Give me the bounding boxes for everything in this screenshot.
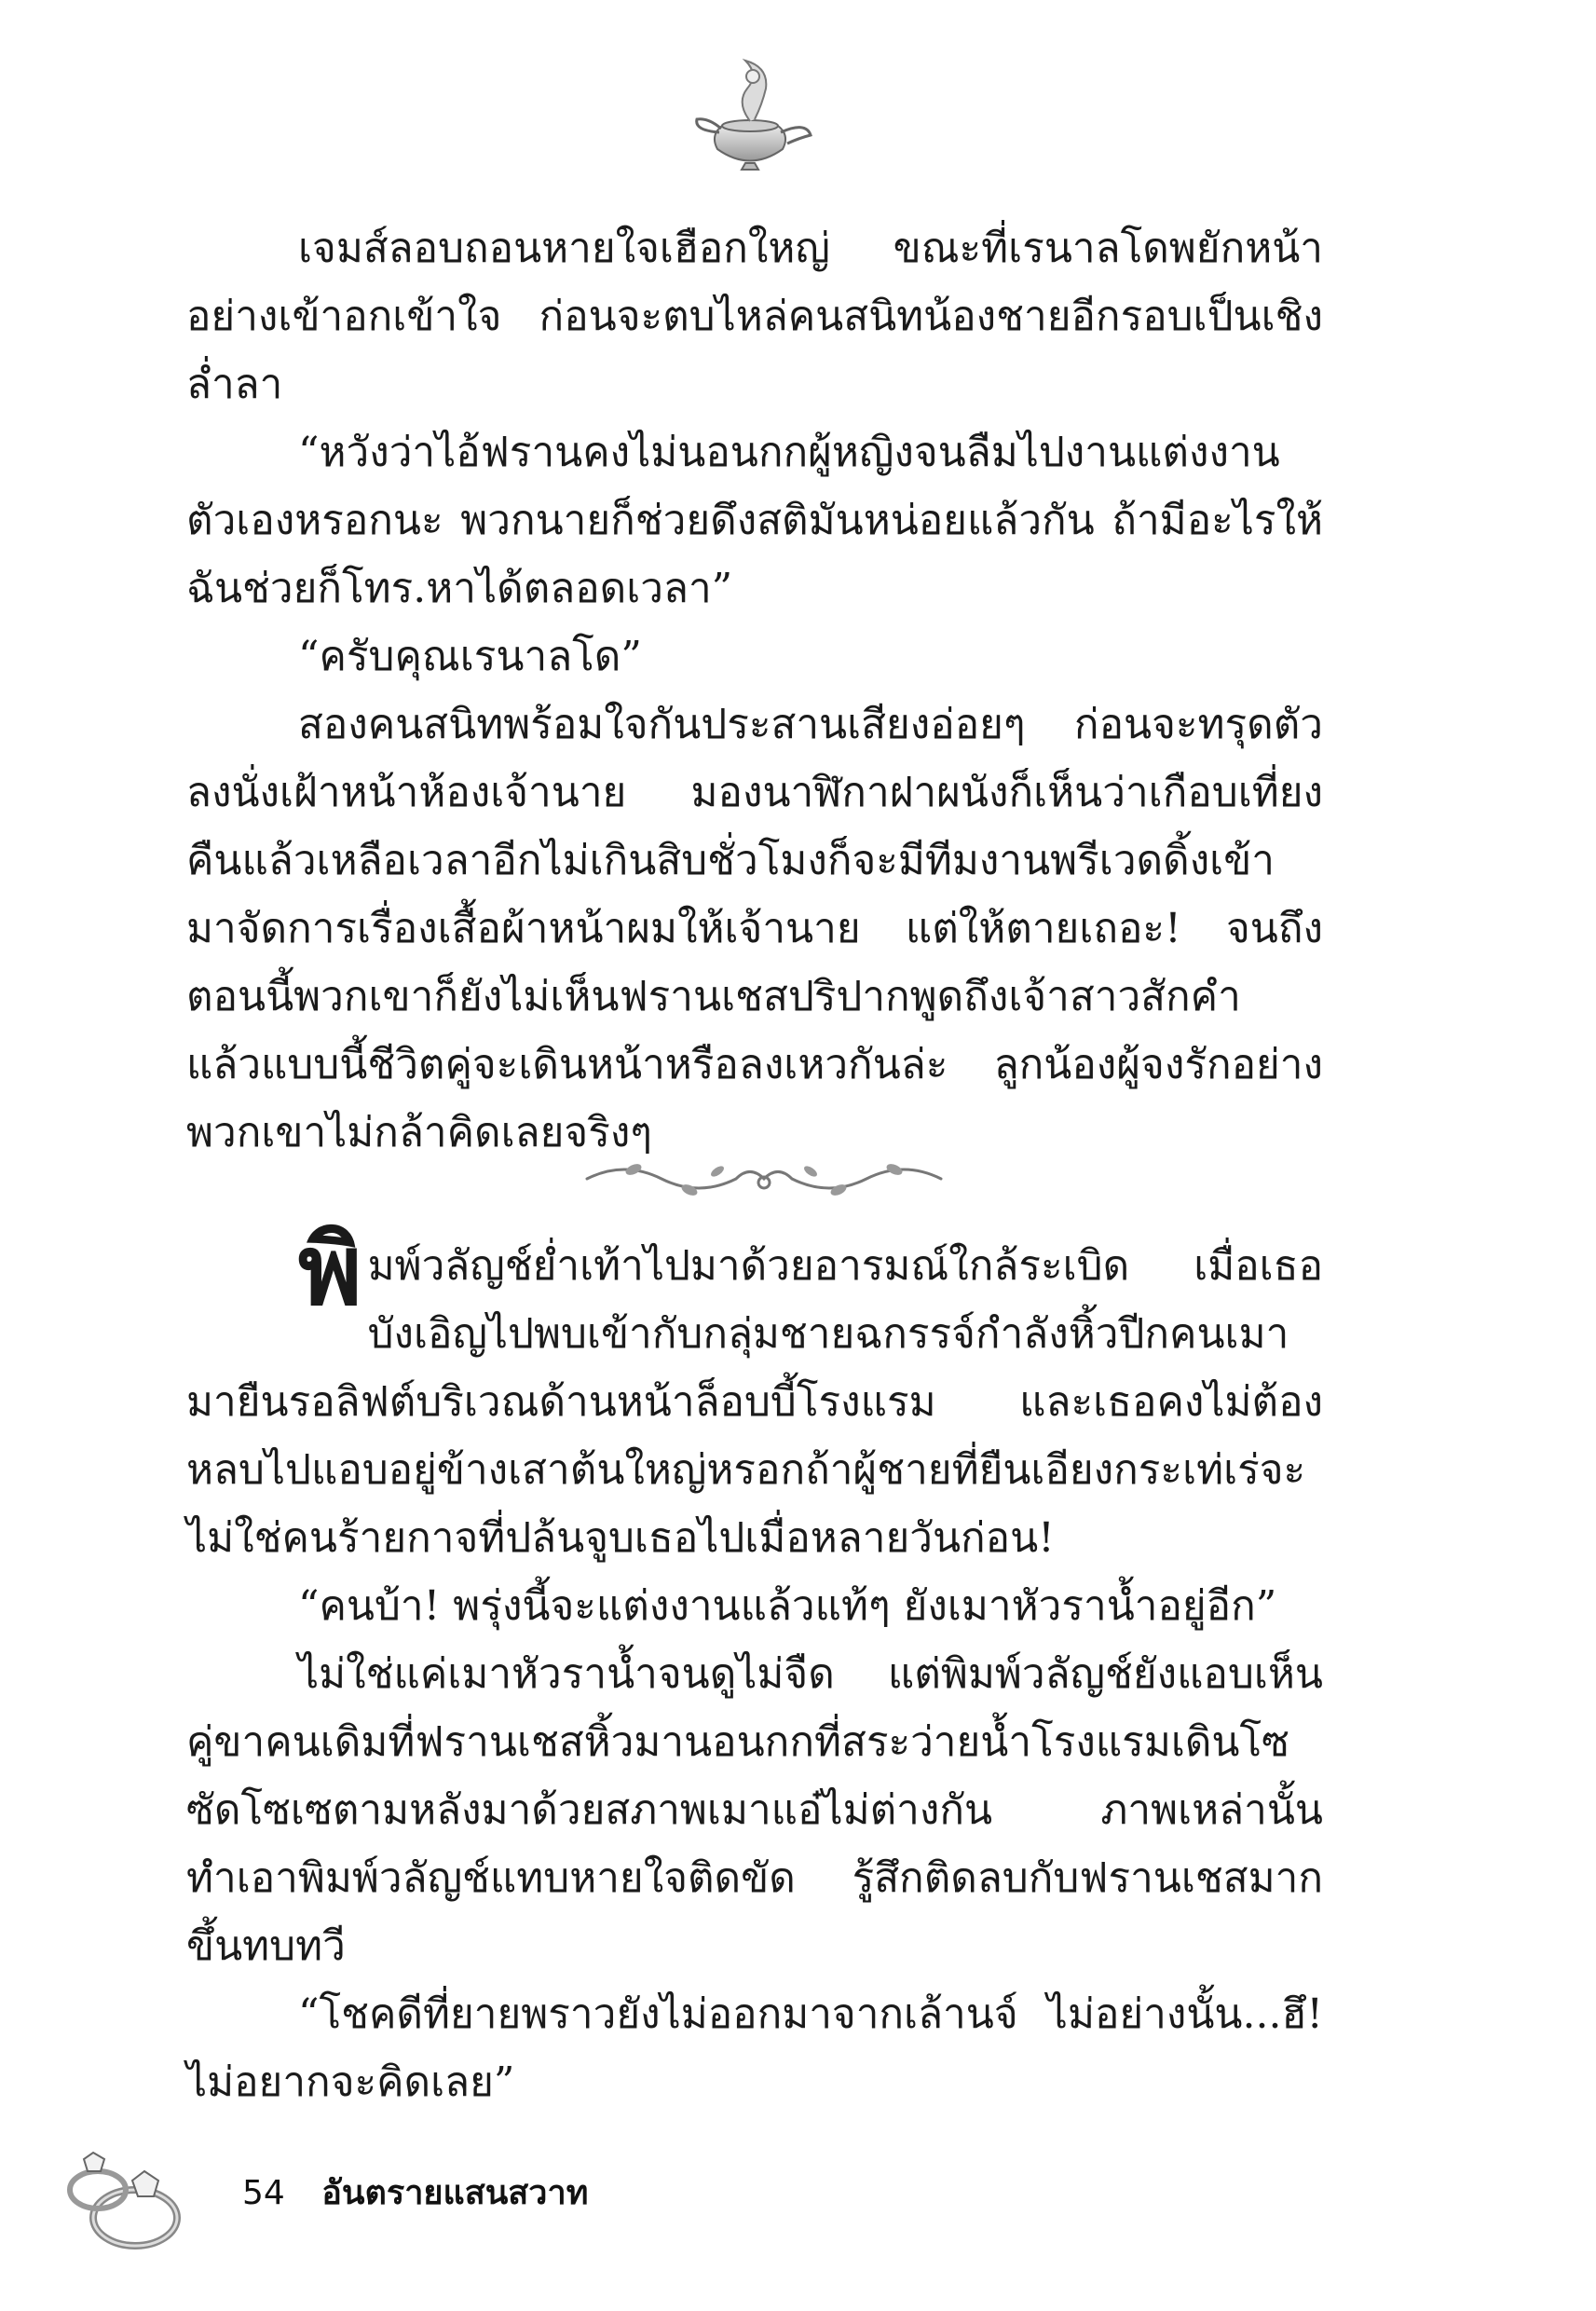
paragraph: เจมส์ลอบถอนหายใจเฮือกใหญ่ ขณะที่เรนาลโดพยักหน้าอย่างเข้าอกเข้าใจ ก่อนจะตบไหล่คนสนิทน้องชายอีกรอบเป็นเชิงล่ำลา	[186, 225, 1323, 408]
paragraph: สองคนสนิทพร้อมใจกันประสานเสียงอ่อยๆ ก่อนจะทรุดตัวลงนั่งเฝ้าหน้าห้องเจ้านาย มองนาฬิกาฝาผนังก็เห็นว่าเกือบเที่ยงคืนแล้วเหลือเวลาอีกไม่เกินสิบชั่วโมงก็จะมีทีมงานพรีเวดดิ้งเข้ามาจัดการเรื่องเสื้อผ้าหน้าผมให้เจ้านาย แต่ให้ตายเถอะ! จนถึงตอนนี้พวกเขาก็ยังไม่เห็นฟรานเชสปริปากพูดถึงเจ้าสาวสักคำ แล้วแบบนี้ชีวิตคู่จะเดินหน้าหรือลงเหวกันล่ะ ลูกน้องผู้จงรักอย่างพวกเขาไม่กล้าคิดเลยจริงๆ	[186, 701, 1323, 1156]
floral-divider-icon	[568, 1151, 960, 1207]
paragraph: “โชคดีที่ยายพราวยังไม่ออกมาจากเล้านจ์ ไม่อย่างนั้น...ฮึ! ไม่อยากจะคิดเลย”	[186, 1990, 1323, 2106]
text-section-2	[186, 1212, 1323, 2116]
drop-cap: พิ	[298, 1212, 362, 1327]
paragraph: “ครับคุณเรนาลโด”	[298, 633, 642, 680]
text-section-1	[186, 214, 1323, 1167]
genie-lamp-icon	[680, 47, 820, 177]
page-number: 54	[242, 2174, 285, 2212]
paragraph-with-dropcap	[186, 1212, 1323, 1572]
diamond-ring-icon	[56, 2129, 196, 2269]
paragraph: ไม่ใช่แค่เมาหัวราน้ำจนดูไม่จืด แต่พิมพ์วลัญช์ยังแอบเห็นคู่ขาคนเดิมที่ฟรานเชสหิ้วมานอนกกที่สระว่ายน้ำโรงแรมเดินโซซัดโซเซตามหลังมาด้วยสภาพเมาแอ๋ไม่ต่างกัน ภาพเหล่านั้นทำเอาพิมพ์วลัญช์แทบหายใจติดขัด รู้สึกติดลบกับฟรานเชสมากขึ้นทบทวี	[186, 1650, 1323, 1970]
book-title: อันตรายแสนสวาท	[321, 2174, 589, 2212]
page-footer	[242, 2166, 588, 2219]
paragraph: “หวังว่าไอ้ฟรานคงไม่นอนกกผู้หญิงจนลืมไปงานแต่งงานตัวเองหรอกนะ พวกนายก็ช่วยดึงสติมันหน่อยแล้วกัน ถ้ามีอะไรให้ฉันช่วยก็โทร.หาได้ตลอดเวลา”	[186, 429, 1323, 612]
paragraph-text: มพ์วลัญช์ย่ำเท้าไปมาด้วยอารมณ์ใกล้ระเบิด เมื่อเธอบังเอิญไปพบเข้ากับกลุ่มชายฉกรรจ์กำลังหิ้วปีกคนเมามายืนรอลิฟต์บริเวณด้านหน้าล็อบบี้โรงแรม และเธอคงไม่ต้องหลบไปแอบอยู่ข้างเสาต้นใหญ่หรอกถ้าผู้ชายที่ยืนเอียงกระเท่เร่จะไม่ใช่คนร้ายกาจที่ปล้นจูบเธอไปเมื่อหลายวันก่อน!	[186, 1242, 1323, 1562]
paragraph: “คนบ้า! พรุ่งนี้จะแต่งงานแล้วแท้ๆ ยังเมาหัวราน้ำอยู่อีก”	[298, 1582, 1277, 1630]
